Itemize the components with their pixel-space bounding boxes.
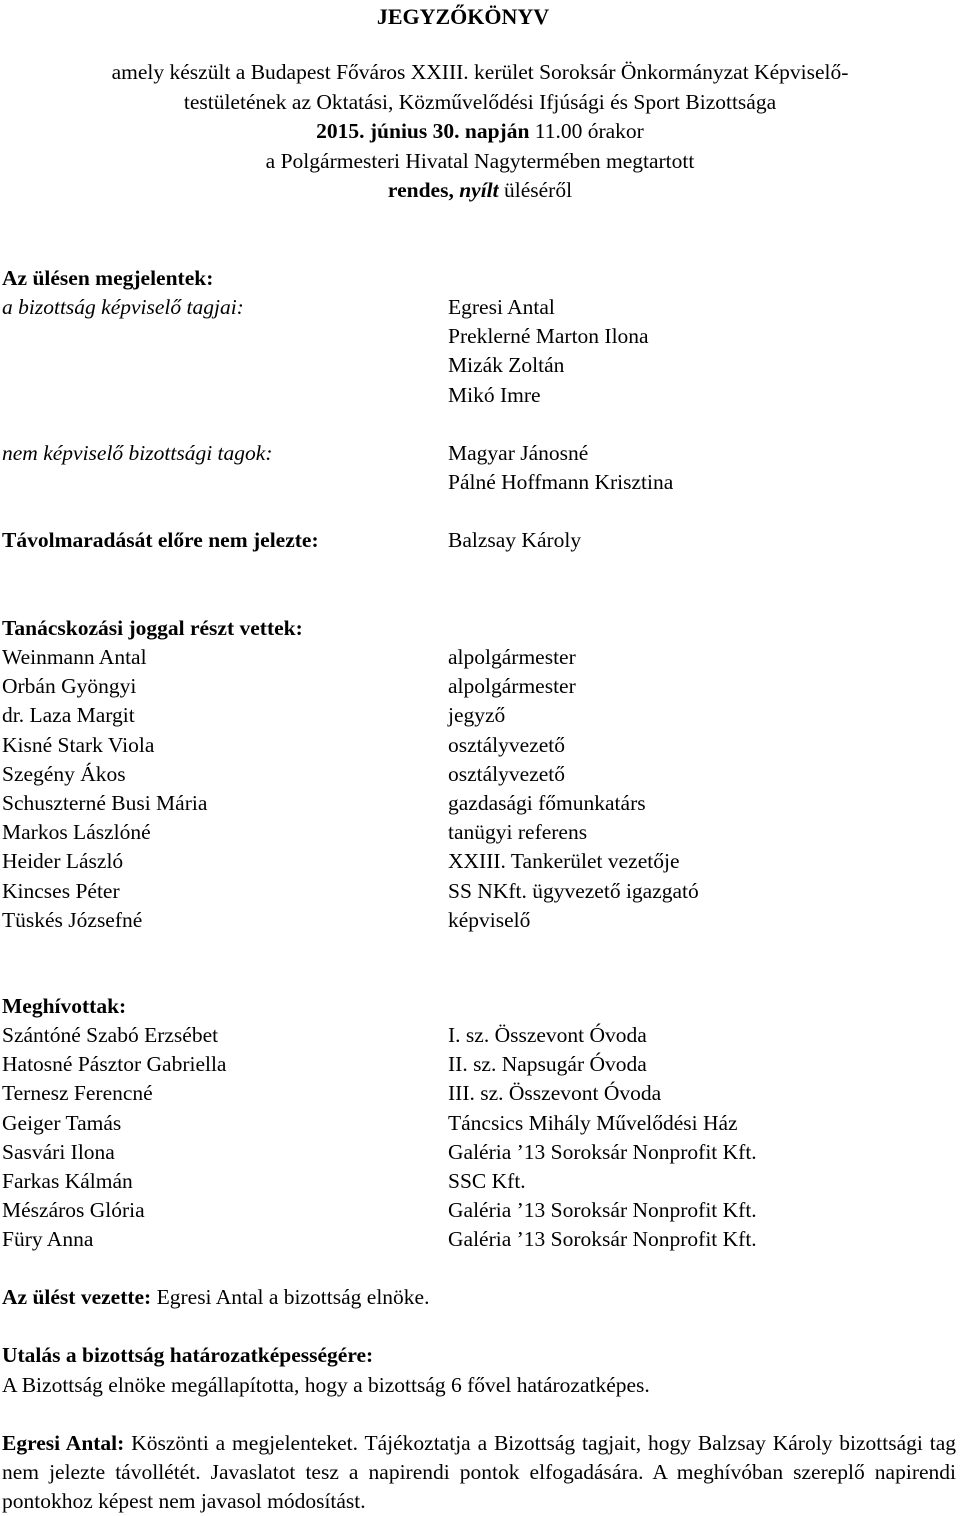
advisory-role: SS NKft. ügyvezető igazgató <box>448 878 699 903</box>
invited-org: SSC Kft. <box>448 1168 526 1193</box>
nonrep-label: nem képviselő bizottsági tagok: <box>2 441 273 465</box>
header-line-5 <box>0 176 960 205</box>
invited-orgs <box>448 1021 757 1255</box>
advisory-name: Szegény Ákos <box>2 761 126 786</box>
members-list <box>448 293 649 410</box>
advisory-heading: Tanácskozási joggal részt vettek: <box>2 616 303 640</box>
invited-name: Ternesz Ferencné <box>2 1081 153 1106</box>
advisory-name: Tüskés Józsefné <box>2 907 143 932</box>
invited-name: Sasvári Ilona <box>2 1139 115 1164</box>
nonrep-name: Pálné Hoffmann Krisztina <box>448 470 674 495</box>
advisory-role: osztályvezető <box>448 732 566 757</box>
advisory-role: XXIII. Tankerület vezetője <box>448 849 680 874</box>
advisory-role: alpolgármester <box>448 645 576 669</box>
advisory-name: Orbán Gyöngyi <box>2 674 137 699</box>
invited-name: Mészáros Glória <box>2 1198 145 1223</box>
meeting-suffix: üléséről <box>498 178 573 202</box>
advisory-role: képviselő <box>448 907 531 932</box>
header-line-2: testületének az Oktatási, Közművelődési Ifjúsági és Sport Bizottsága <box>183 90 777 114</box>
invited-org: Galéria ’13 Soroksár Nonprofit Kft. <box>448 1139 757 1164</box>
advisory-role: tanügyi referens <box>448 820 588 845</box>
member-name: Mikó Imre <box>448 382 541 407</box>
chair-label: Az ülést vezette: <box>2 1285 152 1309</box>
invited-name: Füry Anna <box>2 1227 94 1252</box>
member-name: Egresi Antal <box>448 295 555 319</box>
invited-org: Galéria ’13 Soroksár Nonprofit Kft. <box>448 1198 757 1223</box>
invited-name: Farkas Kálmán <box>2 1168 133 1193</box>
member-name: Mizák Zoltán <box>448 353 565 378</box>
advisory-name: Markos Lászlóné <box>2 820 151 845</box>
advisory-name: Weinmann Antal <box>2 645 147 669</box>
invited-names <box>2 1021 226 1255</box>
speaker-name: Egresi Antal: <box>2 1431 125 1455</box>
advisory-name: Kisné Stark Viola <box>2 732 155 757</box>
advisory-name: dr. Laza Margit <box>2 703 135 728</box>
chair-text: Egresi Antal a bizottság elnöke. <box>151 1285 430 1309</box>
advisory-role: jegyző <box>448 703 506 728</box>
advisory-name: Schuszterné Busi Mária <box>2 790 208 815</box>
invited-org: III. sz. Összevont Óvoda <box>448 1081 662 1106</box>
invited-name: Hatosné Pásztor Gabriella <box>2 1052 227 1077</box>
header-line-4: a Polgármesteri Hivatal Nagytermében megtartott <box>265 149 695 173</box>
header-line-3 <box>0 117 960 146</box>
members-label: a bizottság képviselő tagjai: <box>2 295 244 319</box>
advisory-name: Heider László <box>2 849 124 874</box>
attendance-heading: Az ülésen megjelentek: <box>2 266 214 290</box>
member-name: Preklerné Marton Ilona <box>448 324 649 349</box>
invited-org: I. sz. Összevont Óvoda <box>448 1023 647 1047</box>
absent-name: Balzsay Károly <box>448 528 582 552</box>
absent-label: Távolmaradását előre nem jelezte: <box>2 528 319 552</box>
nonrep-list <box>448 439 673 497</box>
advisory-role: alpolgármester <box>448 674 576 699</box>
nonrep-name: Magyar Jánosné <box>448 441 589 465</box>
meeting-type: rendes, <box>387 178 460 202</box>
chair-line <box>2 1283 429 1312</box>
advisory-role: gazdasági főmunkatárs <box>448 790 646 815</box>
meeting-date: 2015. június 30. napján <box>316 119 530 143</box>
quorum-heading: Utalás a bizottság határozatképességére: <box>2 1343 374 1367</box>
meeting-openness: nyílt <box>459 178 499 202</box>
invited-org: II. sz. Napsugár Óvoda <box>448 1052 647 1077</box>
advisory-names <box>2 643 207 935</box>
invited-heading: Meghívottak: <box>2 994 127 1018</box>
invited-org: Táncsics Mihály Művelődési Ház <box>448 1110 738 1135</box>
document-title: JEGYZŐKÖNYV <box>376 4 550 29</box>
header-line-1: amely készült a Budapest Főváros XXIII. kerület Soroksár Önkormányzat Képviselő- <box>111 60 849 84</box>
speech-paragraph <box>2 1429 956 1516</box>
invited-name: Geiger Tamás <box>2 1110 122 1135</box>
invited-org: Galéria ’13 Soroksár Nonprofit Kft. <box>448 1227 757 1252</box>
advisory-roles <box>448 643 699 935</box>
invited-name: Szántóné Szabó Erzsébet <box>2 1023 219 1047</box>
meeting-time: 11.00 órakor <box>529 119 644 143</box>
advisory-name: Kincses Péter <box>2 878 120 903</box>
speech-text: Köszönti a megjelenteket. Tájékoztatja a Bizottság tagjait, hogy Balzsay Károly bizottsági tag nem jelezte távollétét. Javaslatot tesz a napirendi pontok elfogadására. A meghívóban szereplő napirendi pontokhoz képest nem javasol módosítást. <box>2 1431 957 1513</box>
quorum-text: A Bizottság elnöke megállapította, hogy a bizottság 6 fővel határozatképes. <box>2 1373 650 1397</box>
advisory-role: osztályvezető <box>448 761 566 786</box>
